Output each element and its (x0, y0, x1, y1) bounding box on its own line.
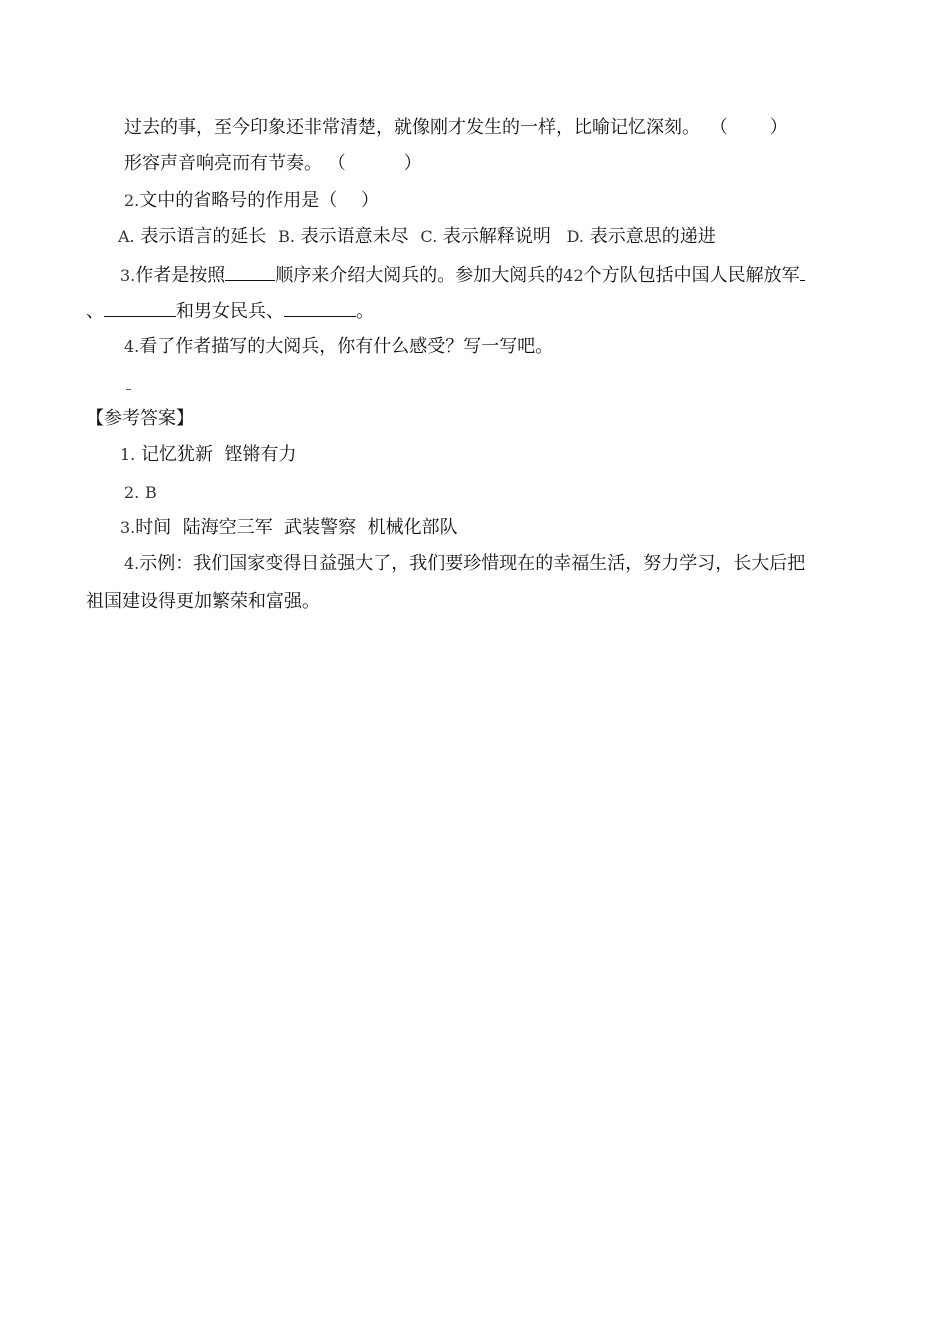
q3-part2: 顺序来介绍大阅兵的。参加大阅兵的 (275, 265, 564, 286)
answers-heading-text: 【参考答案】 (86, 408, 194, 429)
q3-part5: 和男女民兵、 (176, 301, 284, 322)
q3-question-line1 (120, 262, 805, 286)
answer-1 (120, 443, 296, 467)
q1-item-a-paren-close: ） (769, 117, 788, 138)
q3-blank-third[interactable] (284, 298, 356, 317)
q2-option-d-letter: D. (566, 227, 584, 246)
q3-part1: 作者是按照 (135, 265, 226, 286)
q2-option-a-text: 表示语言的延长 (140, 226, 267, 247)
q2-option-c-letter: C. (420, 227, 438, 246)
q1-item-a-text: 过去的事，至今印象还非常清楚，就像刚才发生的一样，比喻记忆深刻。 (124, 117, 700, 138)
answer-3-number: 3. (120, 518, 136, 537)
q3-part6: 。 (356, 301, 374, 322)
q2-option-b-letter: B. (278, 227, 295, 246)
answer-2-number: 2. (124, 483, 140, 502)
answer-line-mark (126, 389, 131, 390)
answer-4-line1 (124, 552, 805, 576)
answer-2 (124, 481, 157, 505)
q3-count: 42 (563, 266, 584, 285)
q3-part4: 、 (86, 301, 104, 322)
answer-2-text: B (145, 483, 157, 502)
q2-number: 2. (124, 191, 140, 210)
q4-question (124, 335, 553, 359)
answer-4-line2 (86, 590, 320, 614)
answers-heading (86, 407, 194, 431)
q2-option-a-letter: A. (118, 227, 135, 246)
q1-item-b (124, 152, 422, 176)
q2-options (118, 225, 716, 249)
q2-question (124, 189, 379, 213)
answer-4-text-line2: 祖国建设得更加繁荣和富强。 (86, 591, 320, 612)
q3-number: 3. (120, 266, 136, 285)
q2-option-d-text: 表示意思的递进 (589, 226, 716, 247)
q4-text: 看了作者描写的大阅兵，你有什么感受？写一写吧。 (139, 336, 554, 357)
q2-option-c-text: 表示解释说明 (442, 226, 551, 247)
answer-3 (120, 516, 458, 540)
q4-number: 4. (124, 337, 140, 356)
answer-1-text: 记忆犹新 铿锵有力 (141, 444, 297, 465)
answer-1-number: 1. (120, 445, 136, 464)
q1-item-a-paren-open: （ (709, 117, 728, 138)
q1-item-b-text: 形容声音响亮而有节奏。 (124, 153, 322, 174)
q2-option-b-text: 表示语意未尽 (300, 226, 409, 247)
q1-item-b-paren-open: （ (327, 153, 346, 174)
q1-item-b-paren-close: ） (403, 153, 422, 174)
q3-blank-pla[interactable] (800, 262, 805, 281)
answer-4-text-line1: 示例：我们国家变得日益强大了，我们要珍惜现在的幸福生活，努力学习，长大后把 (139, 553, 806, 574)
answer-3-text: 时间 陆海空三军 武装警察 机械化部队 (135, 517, 458, 538)
q3-part3: 个方队包括中国人民解放军 (583, 265, 800, 286)
q2-text: 文中的省略号的作用是（ ） (139, 190, 379, 211)
q3-question-line2 (86, 298, 374, 322)
q1-item-a (124, 116, 788, 140)
q3-blank-second[interactable] (104, 298, 176, 317)
answer-4-number: 4. (124, 554, 140, 573)
q3-blank-order[interactable] (225, 262, 275, 281)
